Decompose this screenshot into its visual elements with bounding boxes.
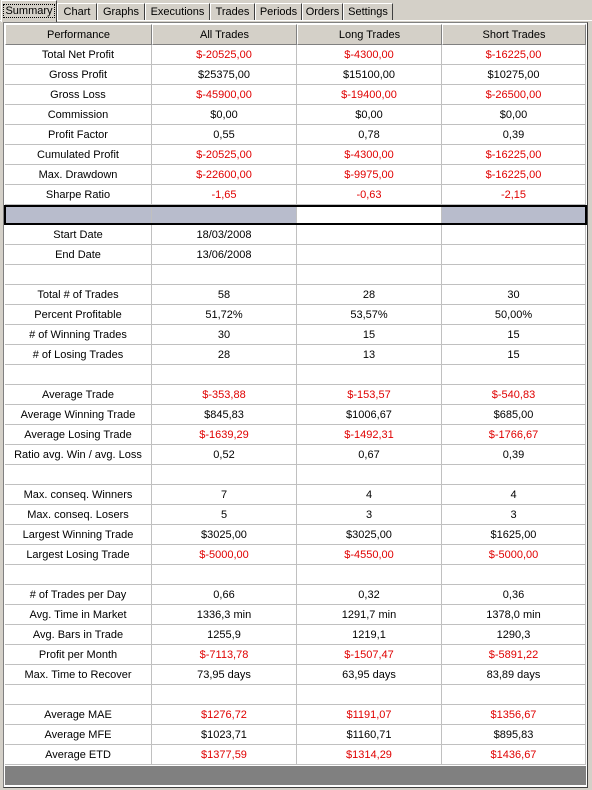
row-label [5,565,152,585]
tab-settings[interactable]: Settings [343,3,393,20]
table-row[interactable] [5,585,586,605]
header-short-trades[interactable]: Short Trades [442,24,586,45]
short-trades-cell: 3 [442,505,586,525]
long-trades-cell [297,245,442,265]
long-trades-cell [297,685,442,705]
row-label: # of Winning Trades [5,325,152,345]
row-label: Avg. Time in Market [5,605,152,625]
table-row[interactable] [5,245,586,265]
all-trades-cell: $-1639,29 [152,425,297,445]
tab-periods[interactable]: Periods [255,3,302,20]
table-row[interactable] [5,265,586,285]
tab-label: Summary [5,5,53,17]
header-long-trades[interactable]: Long Trades [297,24,442,45]
short-trades-cell: $895,83 [442,725,586,745]
table-row[interactable] [5,425,586,445]
all-trades-cell: $3025,00 [152,525,297,545]
all-trades-cell [152,685,297,705]
row-label: Ratio avg. Win / avg. Loss [5,445,152,465]
tab-summary[interactable] [1,0,57,22]
short-trades-cell: 0,39 [442,125,586,145]
all-trades-cell: 13/06/2008 [152,245,297,265]
short-trades-cell: 30 [442,285,586,305]
long-trades-cell: $-153,57 [297,385,442,405]
all-trades-cell: $-45900,00 [152,85,297,105]
tab-chart[interactable]: Chart [57,3,97,20]
short-trades-cell [442,685,586,705]
long-trades-cell: 0,32 [297,585,442,605]
row-label: Gross Loss [5,85,152,105]
long-trades-cell: 3 [297,505,442,525]
short-trades-cell: $-5000,00 [442,545,586,565]
row-label: Profit per Month [5,645,152,665]
long-trades-cell [297,225,442,245]
grid-footer-bar [5,766,586,785]
all-trades-cell: 1255,9 [152,625,297,645]
short-trades-cell: $-5891,22 [442,645,586,665]
table-row[interactable] [5,85,586,105]
table-row[interactable] [5,545,586,565]
long-trades-cell [297,465,442,485]
short-trades-cell: $-1766,67 [442,425,586,445]
table-row[interactable] [5,365,586,385]
row-label: Total Net Profit [5,45,152,65]
short-trades-cell [442,205,586,225]
all-trades-cell: 18/03/2008 [152,225,297,245]
long-trades-cell [297,565,442,585]
table-row[interactable] [5,465,586,485]
short-trades-cell: 0,36 [442,585,586,605]
table-row[interactable] [5,645,586,665]
row-label: Commission [5,105,152,125]
all-trades-cell: $1023,71 [152,725,297,745]
long-trades-cell: $1191,07 [297,705,442,725]
row-label: Cumulated Profit [5,145,152,165]
table-row[interactable] [5,625,586,645]
row-label: Average Losing Trade [5,425,152,445]
summary-panel [3,22,588,788]
header-performance[interactable]: Performance [5,24,152,45]
all-trades-cell [152,465,297,485]
short-trades-cell: $-16225,00 [442,45,586,65]
long-trades-cell: $-9975,00 [297,165,442,185]
short-trades-cell: 1378,0 min [442,605,586,625]
table-row[interactable] [5,725,586,745]
all-trades-cell: $-20525,00 [152,145,297,165]
short-trades-cell: $-16225,00 [442,145,586,165]
table-row[interactable] [5,325,586,345]
row-label: Total # of Trades [5,285,152,305]
long-trades-cell: $3025,00 [297,525,442,545]
row-label: Average Trade [5,385,152,405]
long-trades-cell: -0,63 [297,185,442,205]
all-trades-cell: $-7113,78 [152,645,297,665]
short-trades-cell: $-26500,00 [442,85,586,105]
long-trades-cell [297,365,442,385]
all-trades-cell: 7 [152,485,297,505]
short-trades-cell: $0,00 [442,105,586,125]
long-trades-cell: $-19400,00 [297,85,442,105]
short-trades-cell: $-540,83 [442,385,586,405]
long-trades-cell: $1314,29 [297,745,442,765]
short-trades-cell [442,225,586,245]
table-row[interactable] [5,485,586,505]
long-trades-cell: $0,00 [297,105,442,125]
row-label [5,465,152,485]
all-trades-cell: $1276,72 [152,705,297,725]
tab-orders[interactable]: Orders [302,3,343,20]
table-row[interactable] [5,445,586,465]
all-trades-cell: $25375,00 [152,65,297,85]
all-trades-cell: 0,66 [152,585,297,605]
long-trades-cell: 15 [297,325,442,345]
long-trades-cell: 63,95 days [297,665,442,685]
short-trades-cell: $1436,67 [442,745,586,765]
all-trades-cell [152,205,297,225]
all-trades-cell: $-353,88 [152,385,297,405]
short-trades-cell [442,245,586,265]
table-row[interactable] [5,285,586,305]
long-trades-cell: 0,67 [297,445,442,465]
all-trades-cell [152,365,297,385]
all-trades-cell [152,565,297,585]
long-trades-cell: $-1507,47 [297,645,442,665]
row-label: Max. conseq. Losers [5,505,152,525]
row-label: Max. Time to Recover [5,665,152,685]
row-label [5,205,152,225]
long-trades-cell [297,265,442,285]
short-trades-cell: $1356,67 [442,705,586,725]
long-trades-cell: $-4550,00 [297,545,442,565]
long-trades-cell: 53,57% [297,305,442,325]
short-trades-cell: $-16225,00 [442,165,586,185]
all-trades-cell: $-22600,00 [152,165,297,185]
all-trades-cell: 30 [152,325,297,345]
row-label: Max. Drawdown [5,165,152,185]
table-row[interactable] [5,165,586,185]
row-label: Average MFE [5,725,152,745]
table-row[interactable] [5,685,586,705]
all-trades-cell: 28 [152,345,297,365]
short-trades-cell: 50,00% [442,305,586,325]
long-trades-cell: $1160,71 [297,725,442,745]
table-row[interactable] [5,125,586,145]
table-row[interactable] [5,505,586,525]
all-trades-cell: $1377,59 [152,745,297,765]
all-trades-cell: 0,55 [152,125,297,145]
tab-trades[interactable]: Trades [210,3,255,20]
long-trades-cell: 28 [297,285,442,305]
table-row[interactable] [5,345,586,365]
long-trades-cell: 1291,7 min [297,605,442,625]
short-trades-cell: 1290,3 [442,625,586,645]
header-all-trades[interactable]: All Trades [152,24,297,45]
table-row[interactable] [5,45,586,65]
all-trades-cell: $845,83 [152,405,297,425]
long-trades-cell: $-4300,00 [297,45,442,65]
table-row[interactable] [5,705,586,725]
all-trades-cell: 51,72% [152,305,297,325]
short-trades-cell: 83,89 days [442,665,586,685]
table-row[interactable] [5,145,586,165]
table-row[interactable] [5,665,586,685]
row-label [5,365,152,385]
table-row[interactable] [5,385,586,405]
short-trades-cell [442,465,586,485]
tab-graphs[interactable]: Graphs [97,3,145,20]
tab-executions[interactable]: Executions [145,3,210,20]
table-row[interactable] [5,605,586,625]
table-row[interactable] [5,405,586,425]
all-trades-cell: $-20525,00 [152,45,297,65]
short-trades-cell: 15 [442,345,586,365]
all-trades-cell: 73,95 days [152,665,297,685]
row-label: Avg. Bars in Trade [5,625,152,645]
long-trades-cell: $15100,00 [297,65,442,85]
all-trades-cell [152,265,297,285]
all-trades-cell: 5 [152,505,297,525]
all-trades-cell: $0,00 [152,105,297,125]
row-label: Average MAE [5,705,152,725]
row-label: # of Losing Trades [5,345,152,365]
table-row[interactable] [5,65,586,85]
short-trades-cell: $10275,00 [442,65,586,85]
short-trades-cell [442,265,586,285]
row-label [5,685,152,705]
all-trades-cell: 0,52 [152,445,297,465]
short-trades-cell: 4 [442,485,586,505]
table-row[interactable] [5,225,586,245]
row-label: Largest Losing Trade [5,545,152,565]
long-trades-cell: 13 [297,345,442,365]
row-label: Start Date [5,225,152,245]
tab-bar-divider [0,20,592,21]
row-label: End Date [5,245,152,265]
all-trades-cell: -1,65 [152,185,297,205]
table-row[interactable] [5,565,586,585]
long-trades-cell: 4 [297,485,442,505]
table-row[interactable] [5,105,586,125]
row-label: # of Trades per Day [5,585,152,605]
table-row[interactable] [5,525,586,545]
table-row[interactable] [5,745,586,765]
row-label: Average Winning Trade [5,405,152,425]
tab-bar [0,0,592,22]
selected-table-row[interactable] [5,205,586,225]
row-label: Gross Profit [5,65,152,85]
long-trades-cell: 0,78 [297,125,442,145]
row-label [5,265,152,285]
short-trades-cell [442,365,586,385]
short-trades-cell: 0,39 [442,445,586,465]
row-label: Percent Profitable [5,305,152,325]
long-trades-cell: $1006,67 [297,405,442,425]
row-label: Largest Winning Trade [5,525,152,545]
short-trades-cell: $685,00 [442,405,586,425]
short-trades-cell: -2,15 [442,185,586,205]
long-trades-cell: $-1492,31 [297,425,442,445]
long-trades-cell: $-4300,00 [297,145,442,165]
long-trades-cell: 1219,1 [297,625,442,645]
table-row[interactable] [5,305,586,325]
short-trades-cell [442,565,586,585]
row-label: Profit Factor [5,125,152,145]
row-label: Max. conseq. Winners [5,485,152,505]
row-label: Sharpe Ratio [5,185,152,205]
all-trades-cell: 58 [152,285,297,305]
short-trades-cell: 15 [442,325,586,345]
all-trades-cell: $-5000,00 [152,545,297,565]
row-label: Average ETD [5,745,152,765]
table-header [5,24,586,45]
short-trades-cell: $1625,00 [442,525,586,545]
table-row[interactable] [5,185,586,205]
long-trades-cell [297,205,442,225]
all-trades-cell: 1336,3 min [152,605,297,625]
